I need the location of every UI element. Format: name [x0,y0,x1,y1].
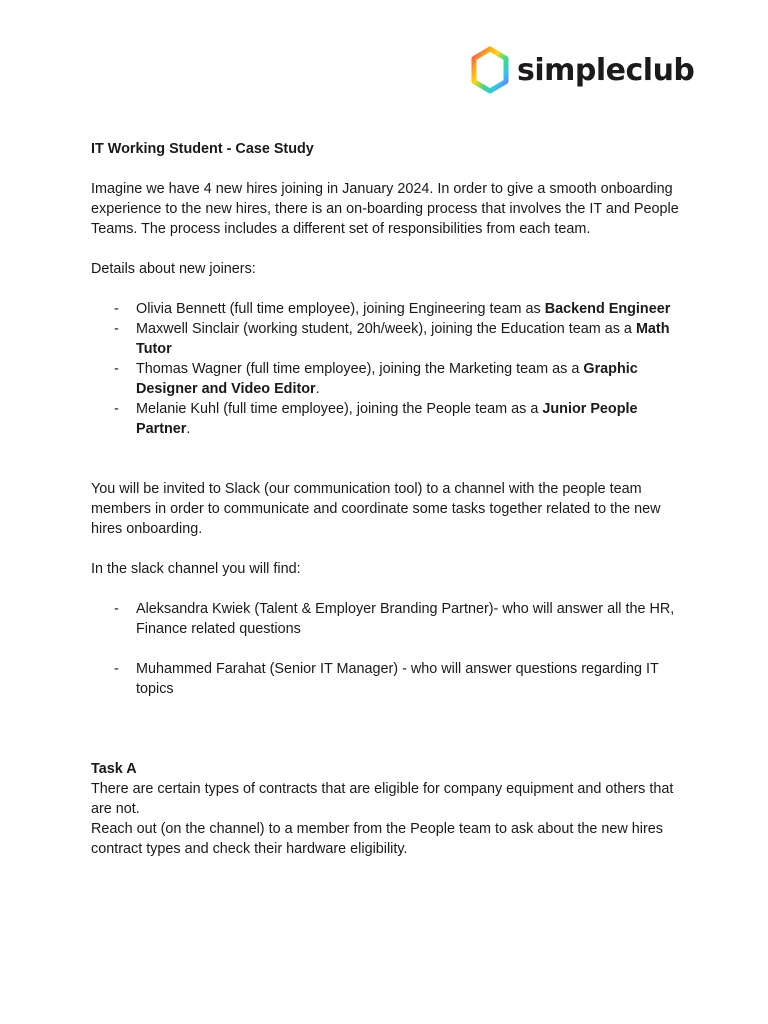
new-joiners-list [91,299,691,439]
slack-intro-paragraph: You will be invited to Slack (our communication tool) to a channel with the people team members in order to communicate and coordinate some tasks together related to the new hires onboarding. [91,481,661,537]
task-a-line2: Reach out (on the channel) to a member from the People team to ask about the new hires contract types and check their hardware eligibility. [91,821,663,857]
contacts-list [91,599,691,639]
list-item: - Thomas Wagner (full time employee), joining the Marketing team as a Graphic Designer and Video Editor. [114,361,638,397]
list-item: - Muhammed Farahat (Senior IT Manager) - who will answer questions regarding IT topics [114,661,659,697]
slack-heading: In the slack channel you will find: [91,561,301,577]
task-a-line1: There are certain types of contracts that are eligible for company equipment and others that are not. [91,781,674,817]
task-a-title: Task A [91,761,137,777]
list-item: - Aleksandra Kwiek (Talent & Employer Branding Partner)- who will answer all the HR, Finance related questions [114,601,675,637]
intro-paragraph: Imagine we have 4 new hires joining in January 2024. In order to give a smooth onboarding experience to the new hires, there is an on-boarding process that involves the IT and People Teams. The process includes a different set of responsibilities from each team. [91,181,679,237]
brand-name: simpleclub [517,53,695,88]
document-body [91,139,691,859]
list-item: - Melanie Kuhl (full time employee), joining the People team as a Junior People Partner. [114,401,638,437]
list-item: - Maxwell Sinclair (working student, 20h/week), joining the Education team as a Math Tutor [114,321,670,357]
brand-logo [469,44,694,98]
hexagon-logo-icon [469,45,511,97]
contacts-list-2 [91,659,691,699]
details-heading: Details about new joiners: [91,261,256,277]
list-item: - Olivia Bennett (full time employee), joining Engineering team as Backend Engineer [114,301,671,317]
document-title: IT Working Student - Case Study [91,141,314,157]
